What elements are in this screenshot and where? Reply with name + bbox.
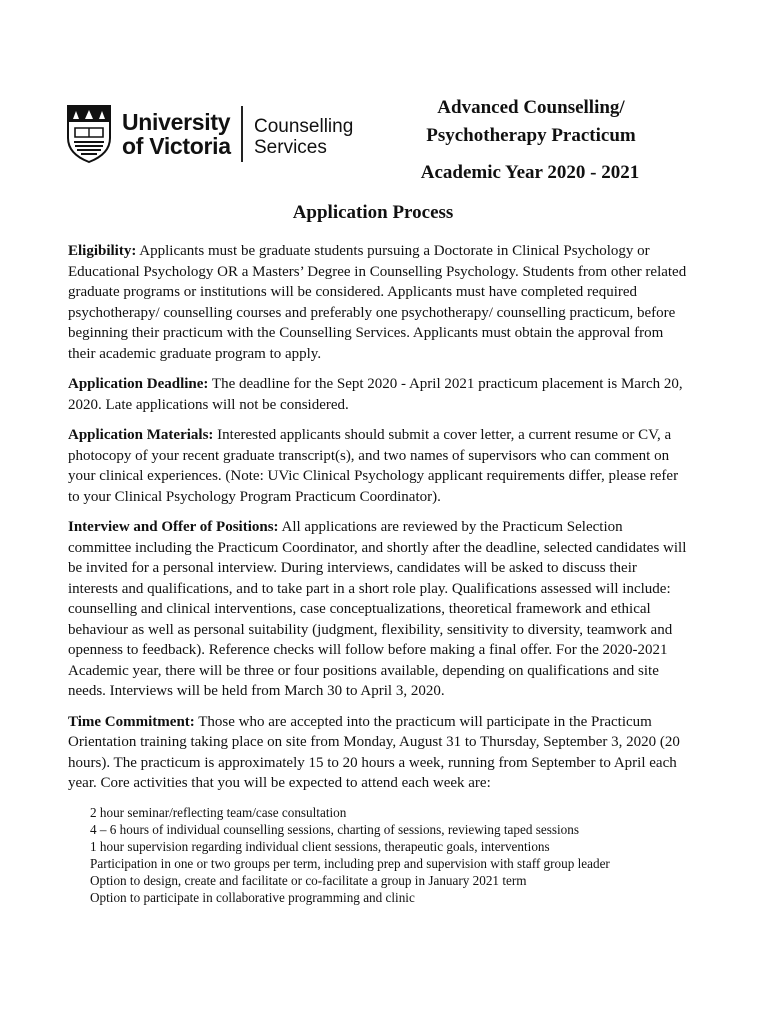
paragraph-heading: Application Deadline: <box>68 376 209 392</box>
deadline-paragraph <box>68 374 688 415</box>
document-title <box>400 94 662 150</box>
logo-divider <box>241 106 243 162</box>
interview-paragraph <box>68 517 688 702</box>
title-line2: Psychotherapy Practicum <box>426 125 636 146</box>
services-name-line2: Services <box>254 137 327 158</box>
paragraph-heading: Eligibility: <box>68 243 137 259</box>
core-activities-list <box>68 804 688 906</box>
academic-year: Academic Year 2020 - 2021 <box>420 162 640 183</box>
list-item: 2 hour seminar/reflecting team/case consultation <box>90 804 347 820</box>
title-line1: Advanced Counselling/ <box>437 97 625 118</box>
university-name-line2: of Victoria <box>122 133 231 159</box>
list-item: 1 hour supervision regarding individual client sessions, therapeutic goals, interventions <box>90 838 550 854</box>
paragraph-text: Applicants must be graduate students pursuing a Doctorate in Clinical Psychology or Educational Psychology OR a Masters’ Degree in Counselling Psychology. Students from other related graduate programs or institutions will be considered. Applicants must have completed required psychotherapy/ counselling courses and preferably one psychotherapy/ counselling practicum, before beginning their practicum with the Counselling Services. Applicants must obtain the approval from their academic graduate program to apply. <box>68 243 687 362</box>
services-name-line1: Counselling <box>254 116 354 137</box>
paragraph-text: Those who are accepted into the practicum will participate in the Practicum Orientation training taking place on site from Monday, August 31 to Thursday, September 3, 2020 (20 hours). The practicum is approximately 15 to 20 hours a week, running from September to April each year. Core activities that you will be expected to attend each week are: <box>68 713 680 791</box>
university-crest-icon <box>66 104 112 164</box>
paragraph-text: All applications are reviewed by the Practicum Selection committee including the Practicum Coordinator, and shortly after the deadline, selected candidates will be invited for a personal interview. During interviews, candidates will be asked to discuss their interests and qualifications, and to take part in a short role play. Qualifications assessed will include: counselling and clinical interventions, case conceptualizations, theoretical framework and ethical behaviour as well as personal suitability (judgment, flexibility, sensitivity to diversity, teamwork and openness to feedback). Reference checks will follow before making a final offer. For the 2020-2021 Academic year, there will be three or four positions available, depending on qualifications and site needs. Interviews will be held from March 30 to April 3, 2020. <box>68 519 687 699</box>
list-item: Participation in one or two groups per term, including prep and supervision with staff group leader <box>90 855 610 871</box>
document-body <box>68 241 688 906</box>
section-title: Application Process <box>292 202 454 223</box>
university-name-line1: University <box>122 109 231 135</box>
materials-paragraph <box>68 425 688 507</box>
list-item: Option to design, create and facilitate or co-facilitate a group in January 2021 term <box>90 872 527 888</box>
eligibility-paragraph <box>68 241 688 364</box>
list-item: Option to participate in collaborative programming and clinic <box>90 889 415 905</box>
uvic-counselling-logo <box>66 104 366 166</box>
time-commitment-paragraph <box>68 712 688 794</box>
paragraph-text: Interested applicants should submit a cover letter, a current resume or CV, a photocopy of your recent graduate transcript(s), and two names of supervisors who can comment on your clinical experiences. (Note: UVic Clinical Psychology applicant requirements differ, please refer to your Clinical Psychology Program Practicum Coordinator). <box>68 427 679 505</box>
paragraph-heading: Time Commitment: <box>68 713 195 730</box>
paragraph-heading: Interview and Offer of Positions: <box>68 519 279 535</box>
paragraph-text: The deadline for the Sept 2020 - April 2021 practicum placement is March 20, 2020. Late applications will not be considered. <box>68 376 683 413</box>
paragraph-heading: Application Materials: <box>68 427 214 443</box>
list-item: 4 – 6 hours of individual counselling sessions, charting of sessions, reviewing taped sessions <box>90 821 579 837</box>
